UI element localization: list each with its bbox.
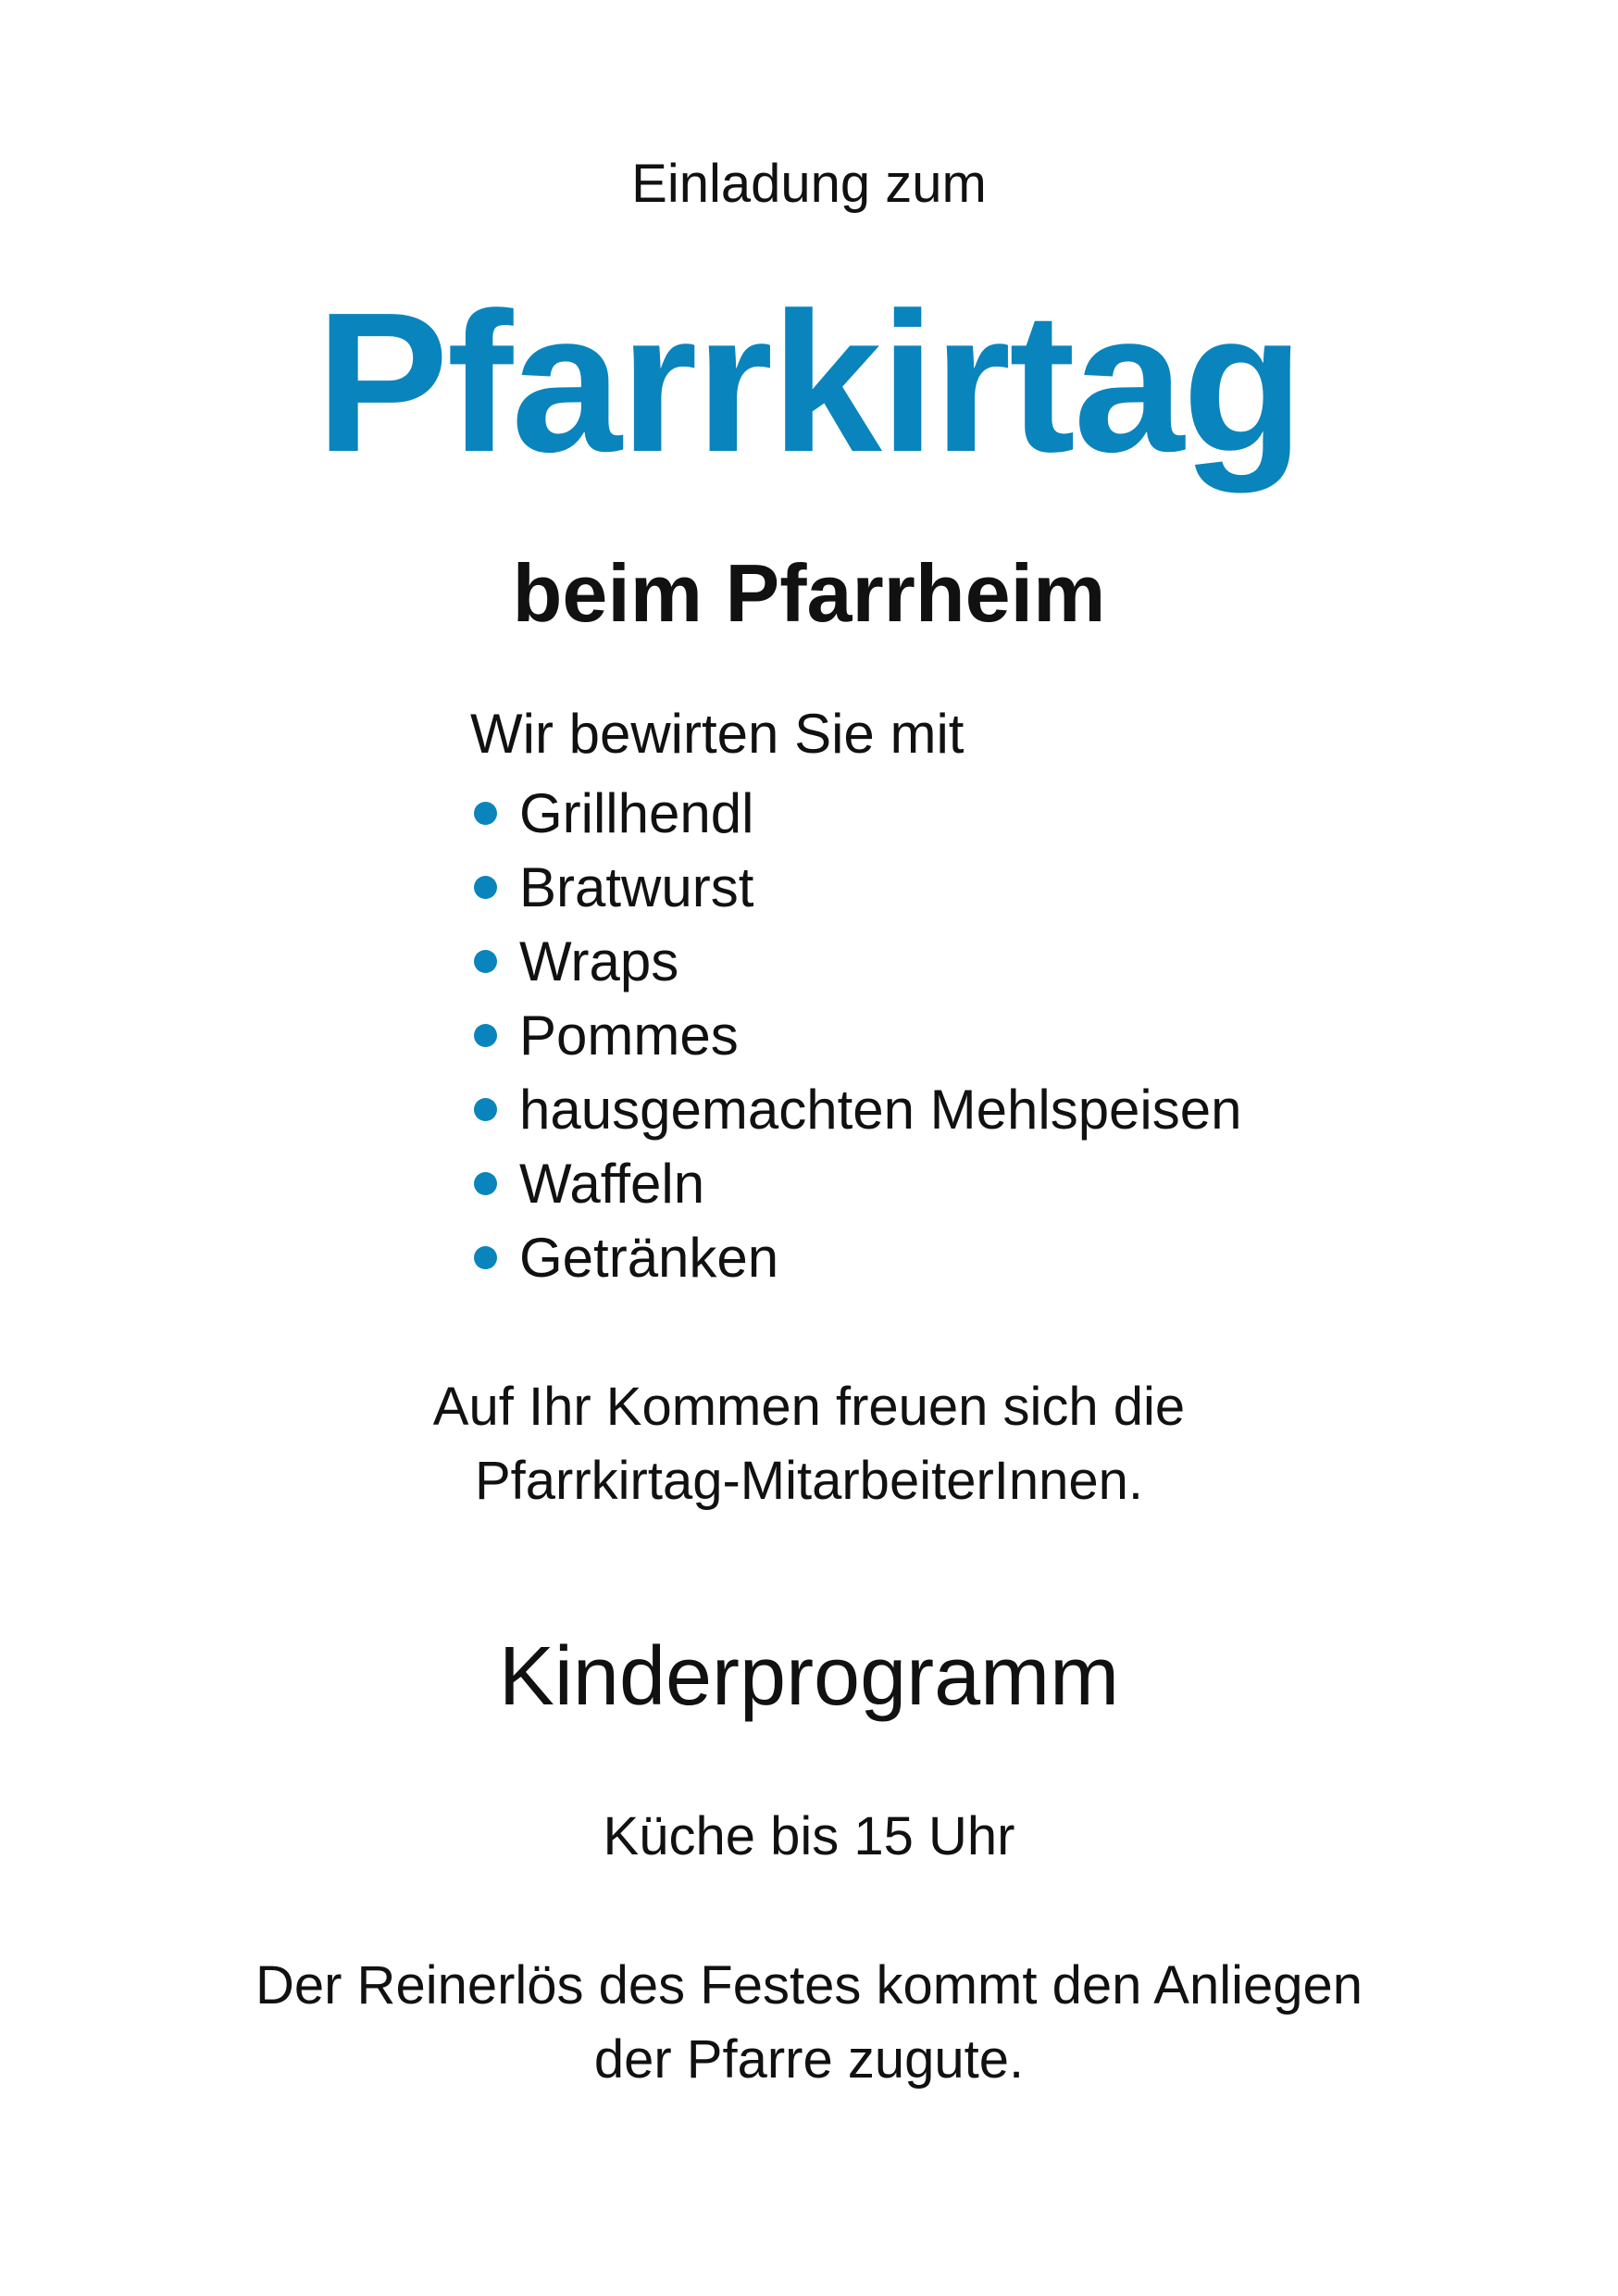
closing-message bbox=[0, 1370, 1618, 1518]
list-item bbox=[474, 1072, 1242, 1146]
bullet-dot-icon bbox=[474, 1024, 497, 1047]
bullet-dot-icon bbox=[474, 950, 497, 973]
bullet-dot-icon bbox=[474, 802, 497, 825]
menu-item-label: Waffeln bbox=[519, 1152, 705, 1215]
list-item bbox=[474, 998, 1242, 1072]
menu-item-label: Bratwurst bbox=[519, 855, 754, 918]
list-item bbox=[474, 1220, 1242, 1294]
proceeds-line-1: Der Reinerlös des Festes kommt den Anliegen bbox=[255, 1955, 1363, 2015]
menu-item-label: Wraps bbox=[519, 930, 679, 992]
menu-item-label: Grillhendl bbox=[519, 781, 754, 844]
event-title: Pfarrkirtag bbox=[316, 270, 1302, 493]
list-item bbox=[474, 850, 1242, 924]
bullet-dot-icon bbox=[474, 1098, 497, 1121]
proceeds-line-2: der Pfarre zugute. bbox=[593, 2029, 1025, 2090]
kids-program-heading: Kinderprogramm bbox=[498, 1630, 1120, 1723]
bullet-dot-icon bbox=[474, 1172, 497, 1195]
event-location: beim Pfarrheim bbox=[512, 547, 1106, 639]
list-item bbox=[474, 776, 1242, 850]
list-item bbox=[474, 1146, 1242, 1220]
menu-item-label: Pommes bbox=[519, 1004, 739, 1067]
closing-line-2: Pfarrkirtag-MitarbeiterInnen. bbox=[474, 1451, 1144, 1511]
bullet-dot-icon bbox=[474, 876, 497, 899]
menu-item-label: hausgemachten Mehlspeisen bbox=[519, 1078, 1242, 1141]
kitchen-hours: Küche bis 15 Uhr bbox=[603, 1806, 1015, 1866]
bullet-dot-icon bbox=[474, 1246, 497, 1269]
list-item bbox=[474, 924, 1242, 998]
closing-line-1: Auf Ihr Kommen freuen sich die bbox=[432, 1377, 1186, 1437]
menu-heading: Wir bewirten Sie mit bbox=[470, 703, 965, 765]
menu-item-label: Getränken bbox=[519, 1226, 779, 1289]
intro-text: Einladung zum bbox=[631, 154, 987, 214]
menu-list bbox=[474, 776, 1242, 1294]
proceeds-note bbox=[0, 1949, 1618, 2097]
